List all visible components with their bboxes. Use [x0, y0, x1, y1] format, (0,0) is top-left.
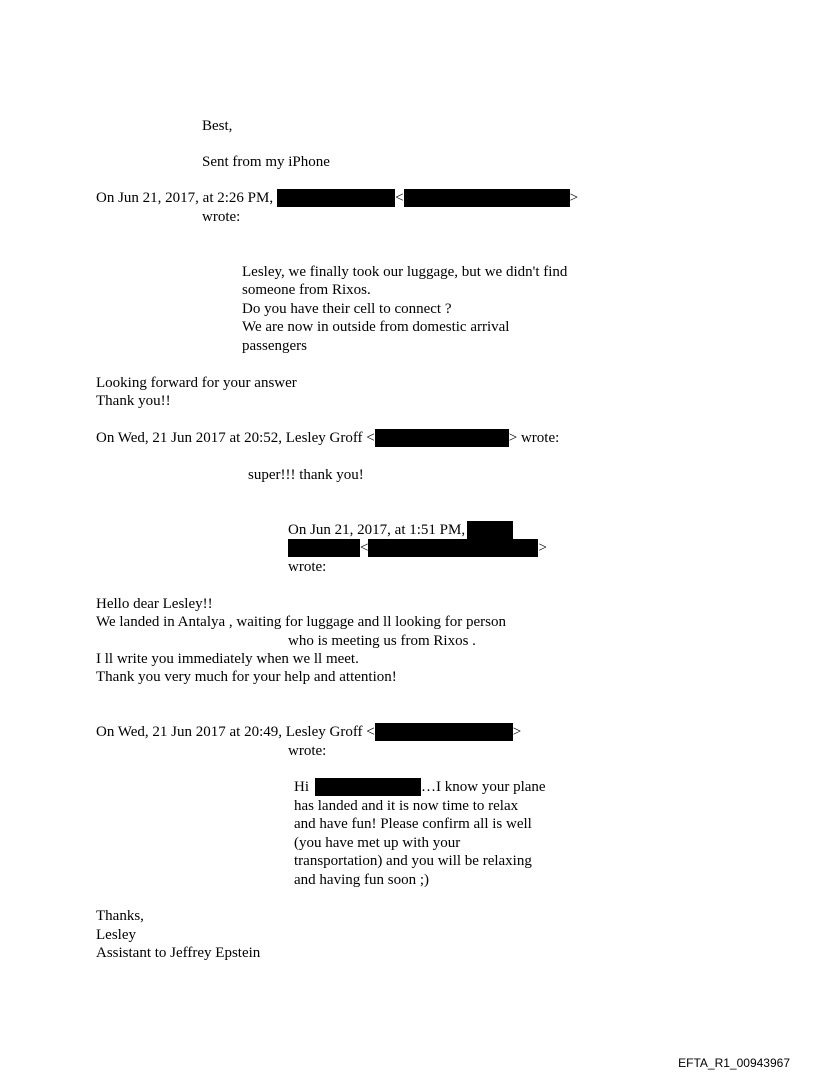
angle-close: >: [512, 724, 522, 740]
message-4-line-1-rest: …I know your plane: [421, 779, 546, 795]
message-1-footer-line: Looking forward for your answer: [96, 375, 297, 391]
message-4-greeting: Hi: [294, 779, 309, 795]
quote-header-1-wrote: wrote:: [202, 209, 241, 225]
message-4-line: and having fun soon ;): [294, 872, 429, 888]
message-4-line: and have fun! Please confirm all is well: [294, 816, 532, 832]
message-4-line: transportation) and you will be relaxing: [294, 853, 532, 869]
quote-header-1: [96, 189, 578, 207]
quote-header-2-prefix: On Wed, 21 Jun 2017 at 20:52, Lesley Groff <: [96, 430, 375, 446]
quote-header-1-text: On Jun 21, 2017, at 2:26 PM,: [96, 190, 274, 206]
redaction-bar: [315, 778, 421, 796]
message-1-footer-line: Thank you!!: [96, 393, 171, 409]
signoff-best: Best,: [202, 118, 233, 134]
quote-header-4: [96, 723, 521, 741]
message-1-line: Lesley, we finally took our luggage, but we didn't find: [242, 264, 568, 280]
redaction-bar: [375, 723, 513, 741]
message-1-line: someone from Rixos.: [242, 282, 371, 298]
quote-header-4-wrote: wrote:: [288, 743, 327, 759]
angle-close: >: [538, 540, 547, 556]
quote-header-4-prefix: On Wed, 21 Jun 2017 at 20:49, Lesley Groff <: [96, 724, 375, 740]
redaction-bar: [375, 429, 509, 447]
quote-header-3-wrote: wrote:: [288, 559, 327, 575]
redaction-bar: [368, 539, 538, 557]
message-3-line: I ll write you immediately when we ll meet.: [96, 651, 359, 667]
quote-header-3-text: On Jun 21, 2017, at 1:51 PM,: [288, 522, 466, 538]
closing-line: Thanks,: [96, 908, 144, 924]
message-4-line: (you have met up with your: [294, 835, 461, 851]
bates-number: EFTA_R1_00943967: [678, 1056, 790, 1070]
closing-line: Assistant to Jeffrey Epstein: [96, 945, 261, 961]
angle-open: <: [395, 190, 404, 206]
signoff-sent-from: Sent from my iPhone: [202, 154, 330, 170]
angle-close: >: [569, 190, 579, 206]
message-4-line: has landed and it is now time to relax: [294, 798, 519, 814]
message-1-line: We are now in outside from domestic arrival: [242, 319, 510, 335]
message-3-line: Thank you very much for your help and attention!: [96, 669, 397, 685]
quote-header-3-line2: [288, 539, 547, 557]
redaction-bar: [277, 189, 395, 207]
quote-header-3: [288, 521, 513, 539]
message-3-line: Hello dear Lesley!!: [96, 596, 213, 612]
redaction-bar: [467, 521, 513, 539]
message-3-line: who is meeting us from Rixos .: [288, 633, 476, 649]
quote-header-2: [96, 429, 559, 447]
closing-line: Lesley: [96, 927, 136, 943]
angle-open: <: [360, 540, 369, 556]
redaction-bar: [288, 539, 360, 557]
message-1-line: passengers: [242, 338, 307, 354]
message-2-text: super!!! thank you!: [248, 467, 364, 483]
message-1-line: Do you have their cell to connect ?: [242, 301, 452, 317]
quote-header-2-suffix: > wrote:: [508, 430, 560, 446]
message-3-line: We landed in Antalya , waiting for luggage and ll looking for person: [96, 614, 506, 630]
redaction-bar: [404, 189, 570, 207]
message-4-line-1: [294, 778, 546, 796]
